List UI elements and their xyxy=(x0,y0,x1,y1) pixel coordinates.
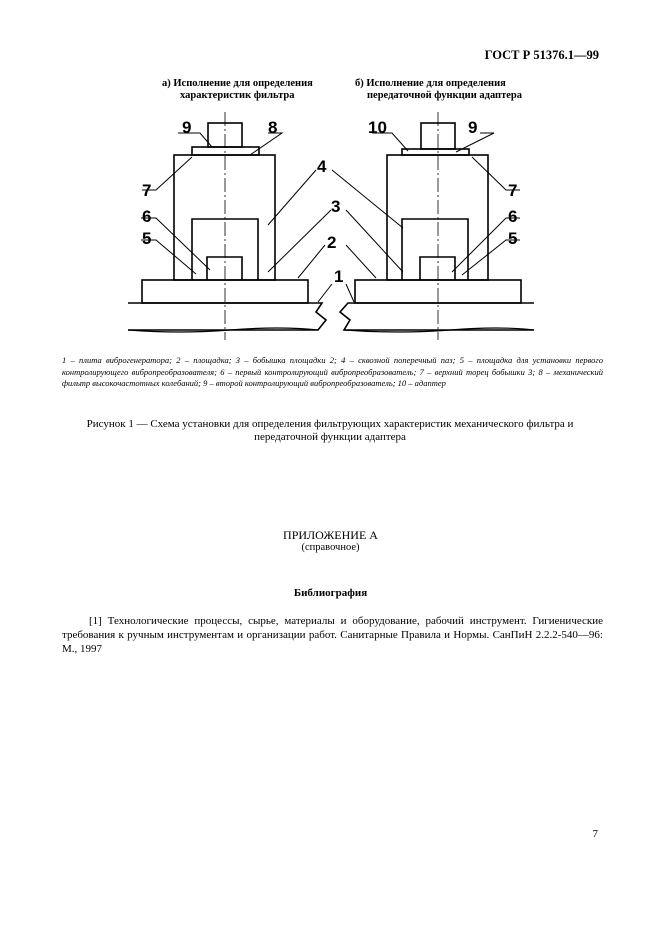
generator-plate-right xyxy=(340,303,534,330)
callout-5-left: 5 xyxy=(142,229,152,248)
filter-left xyxy=(192,147,259,155)
figure-caption: Рисунок 1 — Схема установки для определения фильтрующих характеристик механического фильтра и передаточной функции адаптера xyxy=(86,418,574,443)
callout-7-left: 7 xyxy=(142,181,152,200)
page-number: 7 xyxy=(592,828,598,840)
callout-1: 1 xyxy=(334,267,344,286)
callout-6-left: 6 xyxy=(142,207,152,226)
appendix-subtitle: (справочное) xyxy=(301,542,360,553)
callout-4: 4 xyxy=(317,157,327,176)
callout-6-right: 6 xyxy=(508,207,518,226)
callout-2: 2 xyxy=(327,233,337,252)
bibliography-heading: Библиография xyxy=(293,587,368,599)
variant-b-line2: передаточной функции адаптера xyxy=(367,90,523,101)
variant-b-line1: б) Исполнение для определения xyxy=(355,78,506,89)
callout-7-right: 7 xyxy=(508,181,518,200)
appendix-title: ПРИЛОЖЕНИЕ А xyxy=(283,528,378,542)
document-code-header: ГОСТ Р 51376.1—99 xyxy=(484,48,599,62)
variant-a-line1: а) Исполнение для определения xyxy=(162,78,313,89)
callout-9-left: 9 xyxy=(182,118,192,137)
figure-legend: 1 – плита виброгенератора; 2 – площадка; 3 – бобышка площадки 2; 4 – сквозной поперечный паз; 5 – площадка для установки первого контролирующего вибропреобразователя; 6 – первый контролирующий вибропреобразователь; 7 – верхний торец бобышки 3; 8 – механический фильтр высокочастотных колебаний; 9 – второй контролирующий вибропреобразователь; 10 – адаптер xyxy=(62,355,603,388)
generator-plate-left xyxy=(128,303,326,330)
callout-8-left: 8 xyxy=(268,118,278,137)
sensor-pad-left xyxy=(207,257,242,280)
sensor-pad-right xyxy=(420,257,455,280)
callout-10-right: 10 xyxy=(368,118,387,137)
boss-left xyxy=(174,155,275,280)
slot-right xyxy=(402,219,468,280)
callout-3: 3 xyxy=(331,197,341,216)
bibliography-entry: [1] Технологические процессы, сырье, материалы и оборудование, рабочий инструмент. Гигиенические требования к ручным инструментам и организации работ. Санитарные Правила и Нормы. СанПиН 2.2.2-540—96: М., 1997 xyxy=(62,615,603,655)
callout-5-right: 5 xyxy=(508,229,518,248)
installation-diagram xyxy=(0,0,661,360)
callout-9-right: 9 xyxy=(468,118,478,137)
variant-a-line2: характеристик фильтра xyxy=(180,90,295,101)
adapter-right xyxy=(402,149,469,155)
